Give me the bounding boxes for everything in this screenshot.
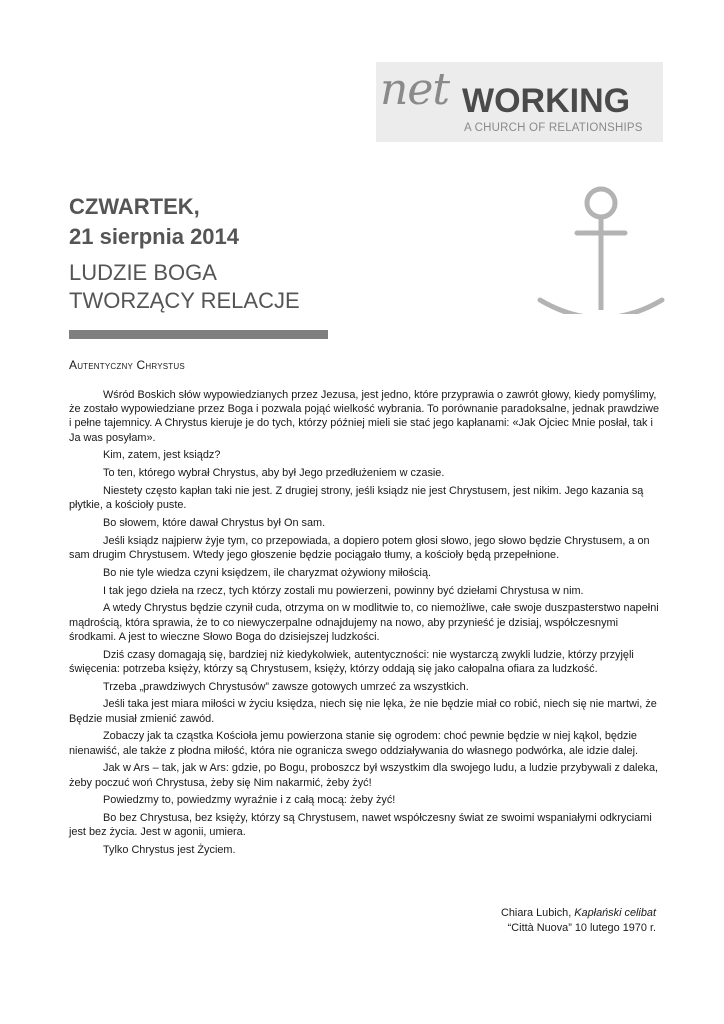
article-paragraph: Powiedzmy to, powiedzmy wyraźnie i z całą mocą: żeby żyć! bbox=[103, 794, 396, 807]
article-paragraph: To ten, którego wybrał Chrystus, aby był Jego przedłużeniem w czasie. bbox=[103, 467, 445, 480]
article-paragraph: Dziś czasy domagają się, bardziej niż kiedykolwiek, autentyczności: nie wystarczą zwykli ludzie, którzy przyjęli święcenia: potrzeba księży, którzy są Chrystusem, księży, którzy oddają się jako całopalna ofiara za ludzkość. bbox=[69, 648, 634, 675]
title-line-2: TWORZĄCY RELACJE bbox=[69, 288, 300, 313]
article-paragraph: Jak w Ars – tak, jak w Ars: gdzie, po Bogu, proboszcz był wszystkim dla swojego ludu, a ludzie przybywali z daleka, żeby poczuć woń Chrystusa, żeby się Nim nakarmić, żeby żyć! bbox=[69, 762, 659, 789]
signature-source: “Città Nuova” 10 lutego 1970 r. bbox=[507, 921, 656, 934]
logo-working-text: WORKING bbox=[462, 82, 631, 120]
date-heading: 21 sierpnia 2014 bbox=[69, 224, 240, 249]
logo-net-script: net bbox=[380, 64, 450, 115]
article-paragraph: Bo słowem, które dawał Chrystus był On sam. bbox=[103, 517, 326, 529]
article-paragraph: Tylko Chrystus jest Życiem. bbox=[103, 844, 236, 857]
article-body bbox=[69, 388, 660, 861]
article-paragraph: A wtedy Chrystus będzie czynił cuda, otrzyma on w modlitwie to, co niemożliwe, całe swoje duszpasterstwo napełni mądrością, która sprawia, że to co niewyczerpalne odnajdujemy na nowo, aby przynieść je dzisiaj, współczesnymi środkami. A jest to wieczne Słowo Boga do dzisiejszej ludzkości. bbox=[69, 602, 659, 643]
article-paragraph: Jeśli taka jest miara miłości w życiu księdza, niech się nie lęka, że nie będzie miał co robić, niech się nie martwi, że Będzie musiał zmienić zawód. bbox=[69, 698, 657, 725]
signature-author-line bbox=[360, 906, 656, 921]
title-line-1: LUDZIE BOGA bbox=[69, 260, 217, 285]
day-heading: CZWARTEK, bbox=[69, 194, 200, 219]
divider-bar bbox=[69, 330, 328, 339]
article-paragraph: Zobaczy jak ta cząstka Kościoła jemu powierzona stanie się ogrodem: choć pewnie będzie w niej kąkol, będzie nienawiść, ale także z płodna miłość, która nie ogranicza swego oddziaływania do własnego podwórka, ale idzie dalej. bbox=[69, 730, 639, 757]
article-paragraph: Niestety często kapłan taki nie jest. Z drugiej strony, jeśli ksiądz nie jest Chrystusem, jest nikim. Jego kazania są płytkie, a kościoły puste. bbox=[69, 485, 644, 512]
anchor-icon bbox=[536, 184, 666, 314]
signature-block bbox=[360, 906, 656, 935]
article-paragraph: Wśród Boskich słów wypowiedzianych przez Jezusa, jest jedno, które przyprawia o zawrót głowy, kiedy pomyślimy, że zostało wypowiedziane przez Boga i pozwala pojąć wielkość wybrania. To porównanie paradoksalne, jednak prawdziwe i pełne tajemnicy. A Chrystus kieruje je do tych, którzy później mieli sie stać jego kapłanami: «Jak Ojciec Mnie posłał, tak i Ja was posyłam». bbox=[69, 389, 660, 444]
article-paragraph: Bo nie tyle wiedza czyni księdzem, ile charyzmat ożywiony miłością. bbox=[103, 566, 432, 579]
article-paragraph: Bo bez Chrystusa, bez księży, którzy są Chrystusem, nawet współczesny świat ze swoimi wspaniałymi odkryciami jest bez życia. Jest w agonii, umiera. bbox=[69, 812, 652, 839]
signature-book-title: Kapłański celibat bbox=[574, 907, 656, 919]
logo-tagline: A CHURCH OF RELATIONSHIPS bbox=[464, 122, 643, 134]
article-paragraph: Kim, zatem, jest ksiądz? bbox=[103, 449, 221, 462]
article-paragraph: Trzeba „prawdziwych Chrystusów” zawsze gotowych umrzeć za wszystkich. bbox=[103, 680, 469, 693]
networking-logo bbox=[376, 62, 663, 142]
article-paragraph: I tak jego dzieła na rzecz, tych którzy zostali mu powierzeni, powinny być dziełami Chrystusa w nim. bbox=[103, 584, 584, 597]
signature-author: Chiara Lubich, bbox=[501, 907, 575, 919]
section-heading: Autentyczny Chrystus bbox=[69, 358, 185, 372]
article-paragraph: Jeśli ksiądz najpierw żyje tym, co przepowiada, a dopiero potem głosi słowo, jego słowo będzie Chrystusem, a on sam drugim Chrystusem. Wtedy jego głoszenie będzie pociągało tłumy, a kościoły będą przepełnione. bbox=[69, 534, 650, 561]
